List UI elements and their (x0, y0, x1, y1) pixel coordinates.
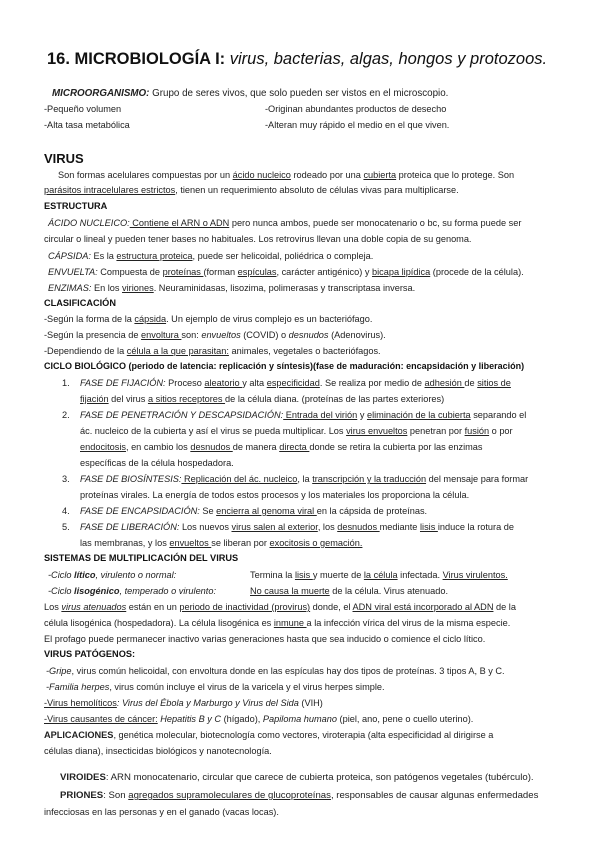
clasificacion-item: -Según la forma de la cápsida. Un ejemplo de virus complejo es un bacteriófago. (44, 314, 373, 324)
sistema-item: -Ciclo lítico, virulento o normal: (48, 570, 177, 580)
ciclo-fase: las membranas, y los envueltos se liberan por exocitosis o gemación. (80, 538, 363, 548)
ciclo-fase: FASE DE ENCAPSIDACIÓN: Se encierra al genoma viral en la cápsida de proteínas. (80, 506, 428, 516)
clasificacion-item: -Según la presencia de envoltura son: envueltos (COVID) o desnudos (Adenovirus). (44, 330, 386, 340)
micro-feature: -Pequeño volumen (44, 104, 122, 114)
microorganismo-definition: MICROORGANISMO: Grupo de seres vivos, que solo pueden ser vistos en el microscopio. (52, 88, 449, 99)
micro-feature: -Alteran muy rápido el medio en el que viven. (265, 120, 450, 130)
patogeno-item: -Familia herpes, virus común incluye el virus de la varicela y el virus herpes simple. (46, 682, 385, 692)
ciclo-fase: FASE DE LIBERACIÓN: Los nuevos virus salen al exterior, los desnudos mediante lisis induce la rotura de (80, 522, 514, 532)
priones-definition: infecciosas en las personas y en el ganado (vacas locas). (44, 807, 279, 817)
patogeno-item: -Virus hemolíticos: Virus del Ébola y Marburgo y Virus del Sida (VIH) (44, 698, 323, 708)
list-number: 1. (62, 378, 70, 388)
sistema-item: No causa la muerte de la célula. Virus atenuado. (250, 586, 449, 596)
patogeno-item: -Gripe, virus común helicoidal, con envoltura donde en las espículas hay dos tipos de proteínas. 3 tipos A, B y C. (46, 666, 505, 676)
virus-intro: Son formas acelulares compuestas por un ácido nucleico rodeado por una cubierta proteica que lo protege. Son (58, 170, 515, 180)
list-number: 3. (62, 474, 70, 484)
estructura-item: ÁCIDO NUCLEICO: Contiene el ARN o ADN pero nunca ambos, puede ser monocatenario o bc, su forma puede ser (48, 218, 522, 228)
ciclo-fase: FASE DE PENETRACIÓN Y DESCAPSIDACIÓN: Entrada del virión y eliminación de la cubierta separando el (80, 410, 527, 420)
sistema-item: -Ciclo lisogénico, temperado o virulento: (48, 586, 217, 596)
ciclo-fase: FASE DE FIJACIÓN: Proceso aleatorio y alta especificidad. Se realiza por medio de adhesión de sitios de (80, 378, 511, 388)
ciclo-fase: fijación del virus a sitios receptores de la célula diana. (proteínas de las partes exteriores) (80, 394, 445, 404)
priones-definition: PRIONES: Son agregados supramoleculares de glucoproteínas, responsables de causar algunas enfermedades (60, 790, 539, 801)
ciclo-fase: endocitosis, en cambio los desnudos de manera directa donde se retira la cubierta por las enzimas (80, 442, 483, 452)
virus-intro: parásitos intracelulares estrictos, tienen un requerimiento absoluto de células vivas para multiplicarse. (44, 185, 459, 195)
subheading-estructura: ESTRUCTURA (44, 201, 108, 211)
list-number: 2. (62, 410, 70, 420)
sistema-text: Los virus atenuados están en un periodo de inactividad (provirus) donde, el ADN viral está incorporado al ADN de la (44, 602, 516, 612)
patogeno-item: -Virus causantes de cáncer: Hepatitis B y C (hígado), Papiloma humano (piel, ano, pene o cuello uterino). (44, 714, 474, 724)
ciclo-fase: proteínas virales. La energía de todos estos procesos y los materiales los proporciona la célula. (80, 490, 470, 500)
ciclo-fase: FASE DE BIOSÍNTESIS: Replicación del ác. nucleico, la transcripción y la traducción del mensaje para formar (80, 474, 529, 484)
subheading-ciclo: CICLO BIOLÓGICO (periodo de latencia: replicación y síntesis)(fase de maduración: encapsidación y liberación) (44, 361, 525, 371)
estructura-item: CÁPSIDA: Es la estructura proteica, puede ser helicoidal, poliédrica o compleja. (48, 251, 374, 261)
ciclo-fase: específicas de la célula hospedadora. (80, 458, 234, 468)
estructura-item: ENZIMAS: En los viriones. Neuraminidasas, lisozima, polimerasas y transcriptasa inversa. (48, 283, 416, 293)
estructura-item: ENVUELTA: Compuesta de proteínas (forman espículas, carácter antigénico) y bicapa lipídica (procede de la célula). (48, 267, 524, 277)
sistema-text: célula lisogénica (hospedadora). La célula lisogénica es inmune a la infección vírica del virus de la misma especie. (44, 618, 511, 628)
aplicaciones: APLICACIONES, genética molecular, biotecnología como vectores, viroterapia (alta especificidad al dirigirse a (44, 730, 494, 740)
list-number: 5. (62, 522, 70, 532)
clasificacion-item: -Dependiendo de la célula a la que parasitan: animales, vegetales o bacteriófagos. (44, 346, 381, 356)
list-number: 4. (62, 506, 70, 516)
subheading-clasificacion: CLASIFICACIÓN (44, 298, 116, 308)
ciclo-fase: ác. nucleico de la cubierta y así el virus se pueda multiplicar. Los virus envueltos penetran por fusión o por (80, 426, 513, 436)
subheading-sistemas: SISTEMAS DE MULTIPLICACIÓN DEL VIRUS (44, 553, 239, 563)
aplicaciones: células diana), insecticidas biológicos y nanotecnología. (44, 746, 272, 756)
viroides-definition: VIROIDES: ARN monocatenario, circular que carece de cubierta proteica, son patógenos vegetales (tubérculo). (60, 772, 534, 783)
micro-feature: -Originan abundantes productos de desecho (265, 104, 447, 114)
estructura-item: circular o lineal y pueden tener bases no habituales. Los retrovirus llevan una doble copia de su genoma. (44, 234, 472, 244)
subheading-patogenos: VIRUS PATÓGENOS: (44, 649, 136, 659)
sistema-item: Termina la lisis y muerte de la célula infectada. Virus virulentos. (250, 570, 508, 580)
sistema-text: El profago puede permanecer inactivo varias generaciones hasta que sea inducido o comience el ciclo lítico. (44, 634, 486, 644)
page-title: 16. MICROBIOLOGÍA I: virus, bacterias, algas, hongos y protozoos. (47, 50, 548, 68)
micro-feature: -Alta tasa metabólica (44, 120, 130, 130)
section-heading-virus: VIRUS (44, 151, 84, 166)
